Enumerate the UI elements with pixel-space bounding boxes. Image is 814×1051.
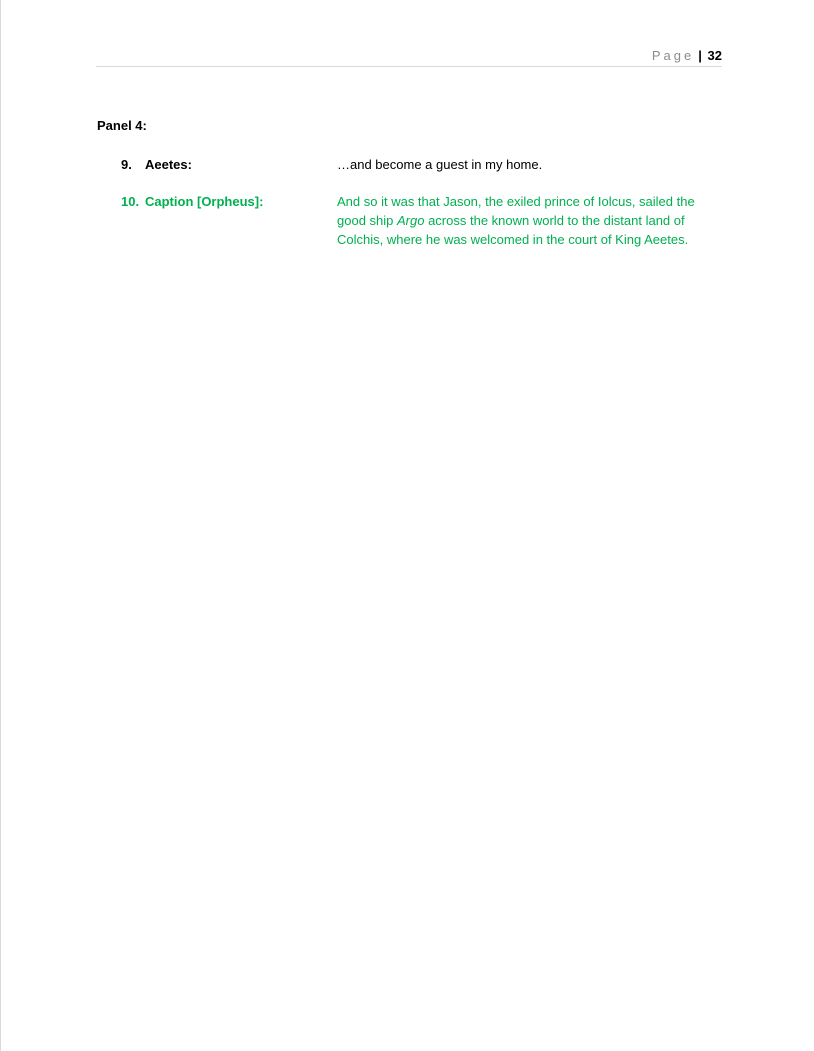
line-number: 10. <box>121 194 140 209</box>
dialogue-text: …and become a guest in my home. <box>337 157 543 172</box>
caption-text <box>337 192 709 249</box>
panel-heading: Panel 4: <box>97 118 147 133</box>
speaker-name: Aeetes: <box>145 157 192 172</box>
speaker-name: Caption [Orpheus]: <box>145 194 264 209</box>
page-number-label <box>652 48 722 63</box>
speaker-label <box>121 192 263 211</box>
caption-text-start: And so it was that Jason, the exiled prince of Iolcus, sailed the good ship <box>337 194 695 228</box>
page-left-edge <box>0 0 1 1051</box>
speaker-label <box>121 155 192 174</box>
page-separator: | <box>698 48 702 63</box>
page-number: 32 <box>707 48 722 63</box>
caption-text-end: across the known world to the distant land of Colchis, where he was welcomed in the court of King Aeetes. <box>337 213 689 247</box>
line-number: 9. <box>121 157 132 172</box>
page-word: Page <box>651 48 695 63</box>
page-header <box>96 44 722 67</box>
ship-name: Argo <box>397 213 425 228</box>
